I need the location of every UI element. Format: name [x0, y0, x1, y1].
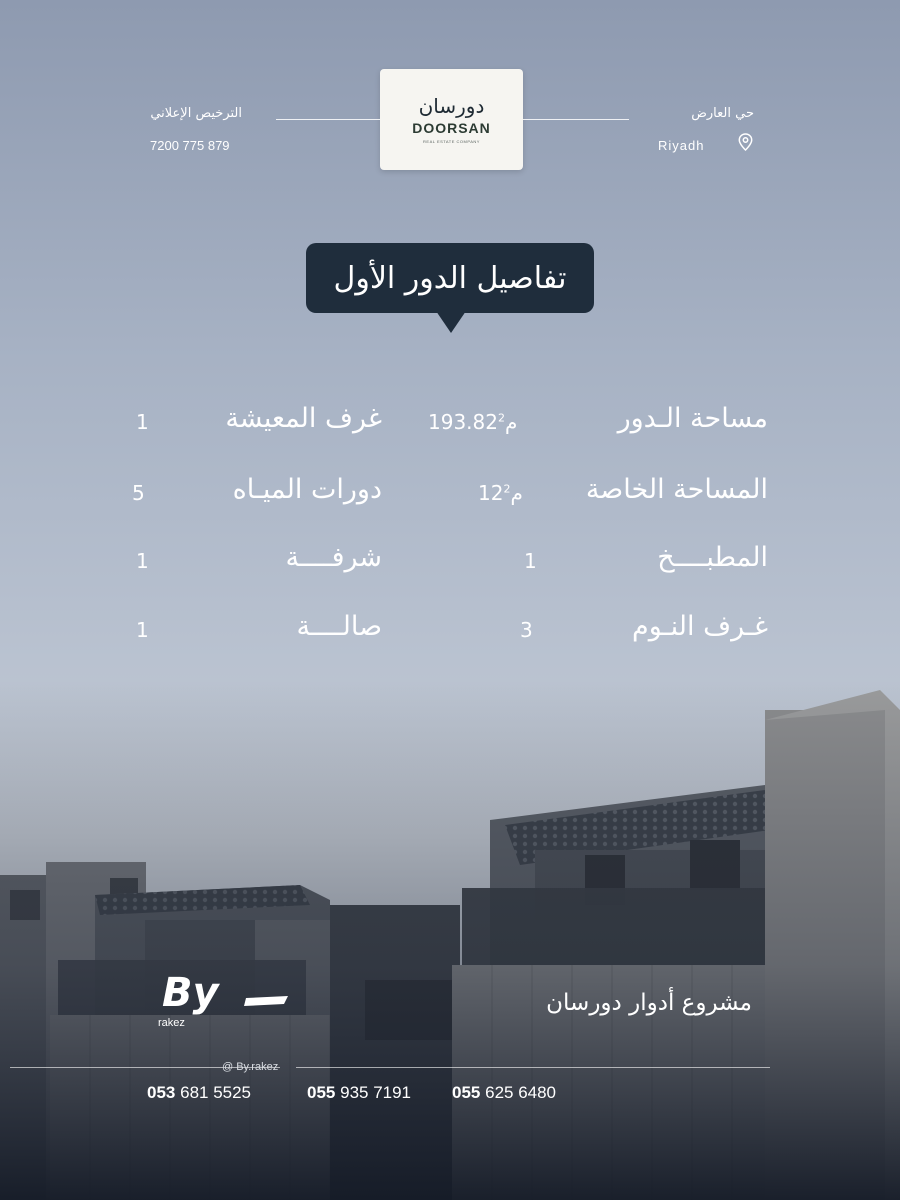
phone-1-prefix: 053	[147, 1083, 176, 1102]
floor-area-unit: م	[504, 410, 518, 434]
floor-area-unit-sup: 2	[497, 411, 505, 425]
license-number: 7200 775 879	[150, 138, 230, 153]
bathrooms-label: دورات الميـاه	[232, 474, 382, 505]
phone-2-number: 935 7191	[340, 1083, 412, 1102]
company-logo	[380, 69, 523, 170]
title-bubble-pointer	[436, 311, 466, 333]
district-label: حي العارض	[691, 106, 754, 121]
living-rooms-value: 1	[136, 410, 149, 434]
phone-1-number: 681 5525	[180, 1083, 252, 1102]
section-title: تفاصيل الدور الأول	[333, 260, 567, 296]
balcony-value: 1	[136, 549, 149, 573]
private-area-label: المساحة الخاصة	[585, 474, 768, 505]
private-area-unit-sup: 2	[503, 482, 511, 496]
city-label: Riyadh	[658, 138, 705, 153]
social-handle: @ By.rakez	[222, 1061, 279, 1073]
private-area-value	[478, 481, 523, 505]
license-label: الترخيص الإعلاني	[150, 106, 242, 121]
map-pin-icon	[738, 133, 753, 151]
floor-area-value	[428, 410, 517, 434]
phone-number-1[interactable]	[147, 1083, 251, 1103]
bedrooms-value: 3	[520, 618, 533, 642]
living-rooms-label: غرف المعيشة	[225, 403, 382, 434]
floor-area-label: مساحة الـدور	[617, 403, 768, 434]
logo-tagline: REAL ESTATE COMPANY	[423, 138, 480, 144]
floor-area-number: 193.82	[428, 410, 498, 434]
hall-label: صالــــة	[296, 611, 382, 642]
hall-value: 1	[136, 618, 149, 642]
bedrooms-label: غـرف النـوم	[632, 611, 768, 642]
logo-english: DOORSAN	[412, 119, 491, 136]
buildings-illustration	[0, 680, 900, 1200]
phone-3-number: 625 6480	[485, 1083, 557, 1102]
brand-sub: rakez	[158, 1017, 185, 1029]
balcony-label: شرفــــة	[285, 542, 382, 573]
phone-number-2[interactable]	[307, 1083, 411, 1103]
kitchen-value: 1	[524, 549, 537, 573]
brand-mark: By	[162, 970, 219, 1016]
phone-3-prefix: 055	[452, 1083, 481, 1102]
header-divider-left	[276, 119, 380, 120]
footer-divider-right	[296, 1067, 770, 1068]
project-title: مشروع أدوار دورسان	[546, 990, 752, 1016]
logo-arabic: دورسان	[418, 93, 485, 118]
private-area-unit: م	[510, 481, 523, 505]
section-title-bubble	[306, 243, 594, 313]
bathrooms-value: 5	[132, 481, 145, 505]
private-area-number: 12	[478, 481, 504, 505]
phone-2-prefix: 055	[307, 1083, 336, 1102]
kitchen-label: المطبــــخ	[657, 542, 768, 573]
header-divider-right	[523, 119, 629, 120]
phone-number-3[interactable]	[452, 1083, 556, 1103]
